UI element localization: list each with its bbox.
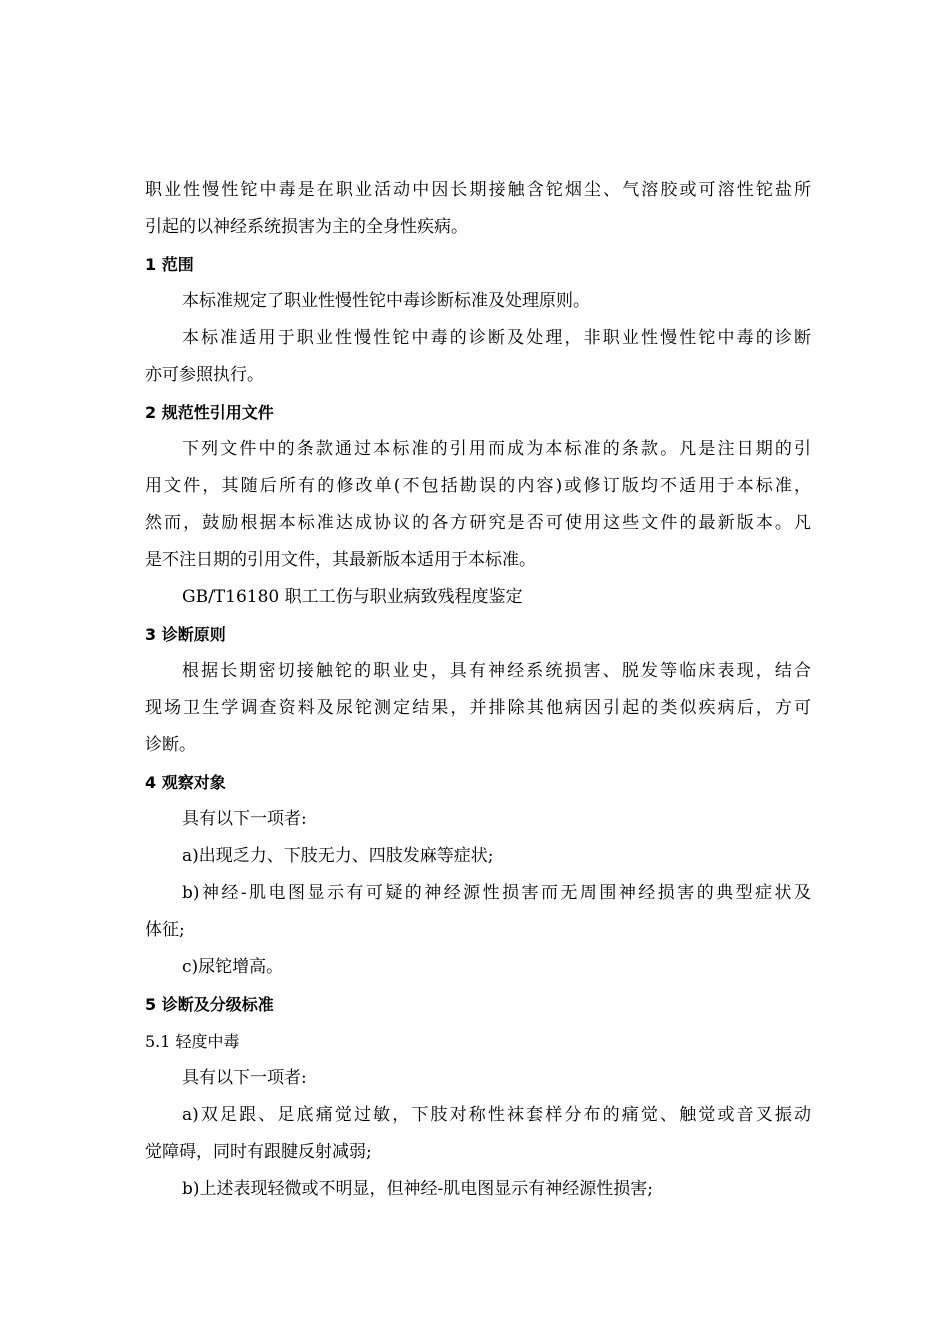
text-line: 体征; bbox=[145, 920, 185, 940]
section-heading-normative-references: 2 规范性引用文件 bbox=[145, 403, 274, 422]
paragraph bbox=[145, 431, 811, 579]
list-item: b)上述表现轻微或不明显，但神经-肌电图显示有神经源性损害; bbox=[182, 1179, 653, 1199]
text-line: 然而，鼓励根据本标准达成协议的各方研究是否可使用这些文件的最新版本。凡 bbox=[145, 513, 811, 533]
text-line: 根据长期密切接触铊的职业史，具有神经系统损害、脱发等临床表现，结合 bbox=[182, 661, 811, 681]
section-heading-observation-subjects: 4 观察对象 bbox=[145, 773, 226, 792]
text-line: 是不注日期的引用文件，其最新版本适用于本标准。 bbox=[145, 550, 536, 570]
reference-item bbox=[145, 579, 811, 616]
list-item bbox=[145, 1097, 811, 1171]
text-line: 诊断。 bbox=[145, 735, 196, 755]
text-line: 引起的以神经系统损害为主的全身性疾病。 bbox=[145, 217, 468, 237]
text-line: GB/T16180 职工工伤与职业病致残程度鉴定 bbox=[182, 587, 523, 607]
text-line: 具有以下一项者: bbox=[182, 1068, 307, 1088]
subsection-heading-mild-poisoning: 5.1 轻度中毒 bbox=[145, 1032, 240, 1051]
text-line: 亦可参照执行。 bbox=[145, 365, 264, 385]
paragraph bbox=[145, 653, 811, 764]
section-heading-diagnostic-principles: 3 诊断原则 bbox=[145, 625, 226, 644]
list-item: c)尿铊增高。 bbox=[182, 957, 284, 977]
text-line: 职业性慢性铊中毒是在职业活动中因长期接触含铊烟尘、气溶胶或可溶性铊盐所 bbox=[145, 180, 811, 200]
text-line: 现场卫生学调查资料及尿铊测定结果，并排除其他病因引起的类似疾病后，方可 bbox=[145, 698, 811, 718]
section-heading-scope: 1 范围 bbox=[145, 255, 194, 274]
text-line: 本标准规定了职业性慢性铊中毒诊断标准及处理原则。 bbox=[182, 291, 590, 311]
text-line: 用文件，其随后所有的修改单(不包括勘误的内容)或修订版均不适用于本标准， bbox=[145, 476, 811, 496]
document-page bbox=[145, 172, 811, 1208]
text-line: 觉障碍，同时有跟腱反射减弱; bbox=[145, 1142, 372, 1162]
text-line: b)神经-肌电图显示有可疑的神经源性损害而无周围神经损害的典型症状及 bbox=[182, 883, 811, 903]
intro-paragraph bbox=[145, 172, 811, 246]
text-line: a)双足跟、足底痛觉过敏，下肢对称性袜套样分布的痛觉、触觉或音叉振动 bbox=[182, 1105, 811, 1125]
text-line: 具有以下一项者: bbox=[182, 809, 307, 829]
paragraph bbox=[145, 283, 811, 320]
section-heading-diagnosis-grading: 5 诊断及分级标准 bbox=[145, 995, 274, 1014]
text-line: 本标准适用于职业性慢性铊中毒的诊断及处理，非职业性慢性铊中毒的诊断 bbox=[182, 328, 811, 348]
list-item: a)出现乏力、下肢无力、四肢发麻等症状; bbox=[182, 846, 494, 866]
paragraph bbox=[145, 320, 811, 394]
list-item bbox=[145, 875, 811, 949]
text-line: 下列文件中的条款通过本标准的引用而成为本标准的条款。凡是注日期的引 bbox=[182, 439, 811, 459]
